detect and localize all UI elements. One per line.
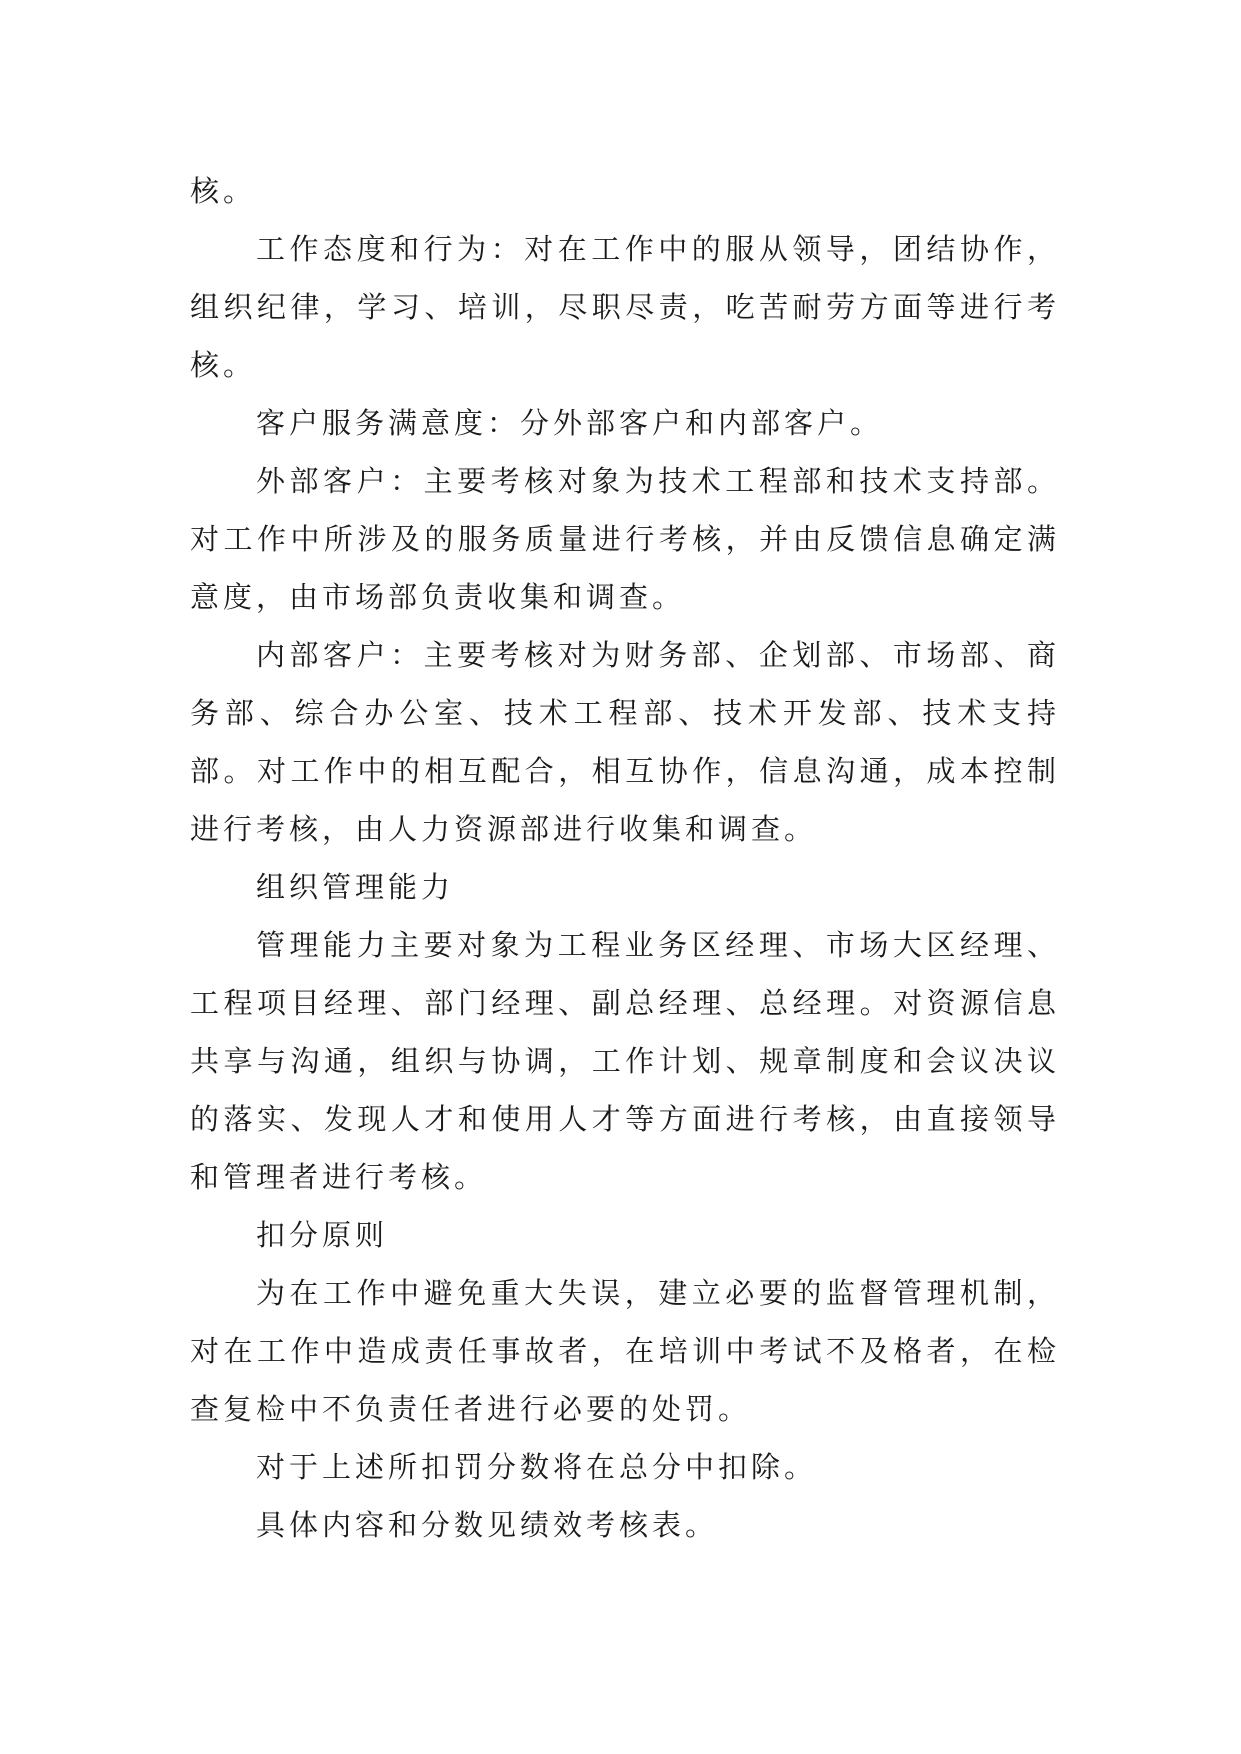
- document-body: [190, 162, 1060, 1554]
- paragraph-deduction-total: 对于上述所扣罚分数将在总分中扣除。: [256, 1450, 818, 1484]
- paragraph-deduction-principle: 为在工作中避免重大失误，建立必要的监督管理机制，对在工作中造成责任事故者，在培训中考试不及格者，在检查复检中不负责任者进行必要的处罚。: [190, 1276, 1060, 1426]
- paragraph-work-attitude: 工作态度和行为：对在工作中的服从领导，团结协作，组织纪律，学习、培训，尽职尽责，吃苦耐劳方面等进行考核。: [190, 232, 1060, 382]
- paragraph-internal-customers: 内部客户：主要考核对为财务部、企划部、市场部、商务部、综合办公室、技术工程部、技术开发部、技术支持部。对工作中的相互配合，相互协作，信息沟通，成本控制进行考核，由人力资源部进行收集和调查。: [190, 638, 1060, 846]
- paragraph-external-customers: 外部客户：主要考核对象为技术工程部和技术支持部。对工作中所涉及的服务质量进行考核，并由反馈信息确定满意度，由市场部负责收集和调查。: [190, 464, 1060, 614]
- heading-management-ability: 组织管理能力: [256, 870, 455, 904]
- paragraph-see-table: 具体内容和分数见绩效考核表。: [256, 1508, 719, 1542]
- heading-deduction-principle: 扣分原则: [256, 1218, 389, 1252]
- paragraph-continuation: 核。: [190, 174, 257, 208]
- paragraph-customer-satisfaction: 客户服务满意度：分外部客户和内部客户。: [256, 406, 884, 440]
- paragraph-management-ability: 管理能力主要对象为工程业务区经理、市场大区经理、工程项目经理、部门经理、副总经理、总经理。对资源信息共享与沟通，组织与协调，工作计划、规章制度和会议决议的落实、发现人才和使用人才等方面进行考核，由直接领导和管理者进行考核。: [190, 928, 1060, 1194]
